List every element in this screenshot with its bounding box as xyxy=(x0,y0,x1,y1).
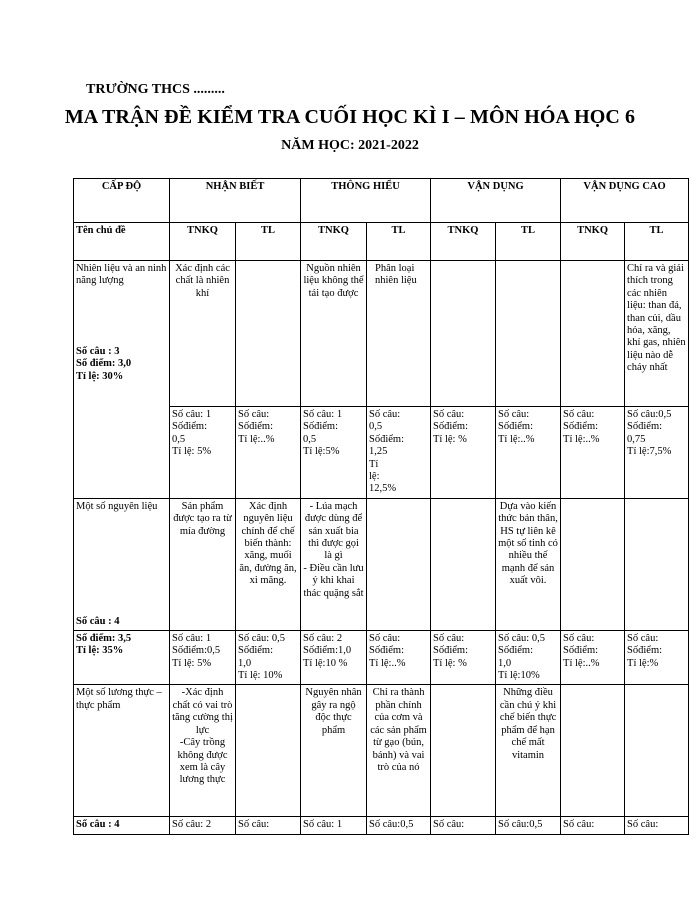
level-van-dung: VẬN DỤNG xyxy=(431,179,561,223)
topic3-content-cell: Chỉ ra thành phần chính của cơm và các sản phẩm từ gạo (bún, bánh) và vai trò của nó xyxy=(367,685,431,817)
topic3-content-cell: Nguyên nhân gây ra ngộ độc thực phẩm xyxy=(301,685,367,817)
topic1-score-cell xyxy=(170,407,236,499)
topic1-content-cell: Nguồn nhiên liệu không thể tái tạo được xyxy=(301,261,367,407)
topic3-score-cell: Số câu: xyxy=(625,817,689,834)
topic3-score-cell: Số câu:0,5 xyxy=(367,817,431,834)
header-row-levels xyxy=(74,179,689,223)
score-line: Số câu: xyxy=(369,409,401,420)
score-line: 1,0 xyxy=(498,657,512,669)
topic1-content-cell: Phân loại nhiên liệu xyxy=(367,261,431,407)
subcol-header: TL xyxy=(236,223,301,261)
score-line: Sốđiểm: xyxy=(563,421,599,433)
score-line: Tỉ lệ:..% xyxy=(369,657,406,669)
topic2-score-cell xyxy=(431,630,496,685)
level-nhan-biet: NHẬN BIẾT xyxy=(170,179,301,223)
topic3-content-cell: Những điều cần chú ý khi chế biến thực phẩm để hạn chế mất vitamin xyxy=(496,685,561,817)
score-line: Tỉ lệ: 5% xyxy=(172,657,212,669)
score-line: Tỉ lệ:..% xyxy=(498,433,535,445)
topic2-score-cell xyxy=(496,630,561,685)
subcol-header: TNKQ xyxy=(561,223,625,261)
score-line: Sốđiểm: xyxy=(563,645,599,657)
score-line: Sốđiểm:0,5 xyxy=(172,645,221,657)
topic1-content-cell xyxy=(561,261,625,407)
score-line: Số câu: xyxy=(433,409,465,420)
topic3-content-cell xyxy=(236,685,301,817)
score-line: Sốđiểm: xyxy=(303,421,339,433)
summary-line: Tỉ lệ: 30% xyxy=(76,370,124,382)
topic2-content-cell xyxy=(367,498,431,630)
score-line: Sốđiểm: xyxy=(627,421,663,433)
document-title: MA TRẬN ĐỀ KIỂM TRA CUỐI HỌC KÌ I – MÔN HÓA HỌC 6 xyxy=(64,106,636,128)
topic1-content-row xyxy=(74,261,689,407)
score-line: 1,25 xyxy=(369,446,388,458)
score-line: Số câu: 1 xyxy=(172,632,212,644)
score-line: Tỉ lệ: 10% xyxy=(238,670,283,682)
topic1-content-cell xyxy=(431,261,496,407)
topic2-summary-top: Số câu : 4 xyxy=(76,616,120,628)
subcol-header: TNKQ xyxy=(431,223,496,261)
topic3-cell xyxy=(74,685,170,817)
score-line: Tỉ xyxy=(369,458,379,470)
topic2-content-cell: Sản phẩm được tạo ra từ mía đường xyxy=(170,498,236,630)
score-line: Số câu: xyxy=(238,409,270,420)
score-line: Số câu: 1 xyxy=(303,409,343,420)
topic1-score-cell xyxy=(367,407,431,499)
topic2-content-cell: Dựa vào kiến thức bản thân, HS tự liên kê một số tinh có nhiều thế mạnh để sản xuất vôi. xyxy=(496,498,561,630)
header-row-subcols xyxy=(74,223,689,261)
topic1-content-cell: Xác định các chất là nhiên khí xyxy=(170,261,236,407)
topic2-content-cell xyxy=(431,498,496,630)
summary-line: Số điểm: 3,0 xyxy=(76,358,132,370)
topic3-name: Một số lương thực – thực phẩm xyxy=(76,687,162,711)
topic2-name: Một số nguyên liệu xyxy=(76,500,158,512)
score-line: Sốđiểm: xyxy=(498,421,534,433)
subcol-header: TL xyxy=(496,223,561,261)
subcol-header: TNKQ xyxy=(170,223,236,261)
level-van-dung-cao: VẬN DỤNG CAO xyxy=(561,179,689,223)
topic3-score-cell: Số câu: xyxy=(561,817,625,834)
topic3-summary: Số câu : 4 xyxy=(74,817,170,834)
topic3-score-cell: Số câu: 1 xyxy=(301,817,367,834)
score-line: Sốđiểm: xyxy=(238,645,274,657)
exam-matrix-table xyxy=(73,178,689,835)
topic2-content-row xyxy=(74,498,689,630)
score-line: 0,5 xyxy=(369,421,383,433)
score-line: Sốđiểm: xyxy=(627,645,663,657)
summary-line: Số câu : 3 xyxy=(76,345,120,357)
topic1-score-cell xyxy=(561,407,625,499)
score-line: Tỉ lệ:..% xyxy=(563,657,600,669)
topic2-score-cell xyxy=(561,630,625,685)
topic1-score-cell xyxy=(625,407,689,499)
score-line: Tỉ lệ:..% xyxy=(238,433,275,445)
topic1-score-cell xyxy=(431,407,496,499)
school-year: NĂM HỌC: 2021-2022 xyxy=(281,138,419,153)
score-line: Tỉ lệ: % xyxy=(433,657,467,669)
topic3-content-row xyxy=(74,685,689,817)
score-line: Số câu: 0,5 xyxy=(498,632,545,644)
topic2-score-row xyxy=(74,630,689,685)
summary-line: Số điểm: 3,5 xyxy=(76,632,132,644)
topic2-content-cell xyxy=(561,498,625,630)
score-line: Tỉ lệ:..% xyxy=(563,433,600,445)
topic2-score-cell xyxy=(236,630,301,685)
topic2-summary xyxy=(74,630,170,685)
score-line: Số câu:0,5 xyxy=(627,409,672,420)
subcol-header: TNKQ xyxy=(301,223,367,261)
score-line: Sốđiểm: xyxy=(498,645,534,657)
score-line: Sốđiểm: xyxy=(172,421,208,433)
topic2-score-cell xyxy=(170,630,236,685)
topic2-cell xyxy=(74,498,170,630)
score-line: Số câu: xyxy=(433,632,465,644)
score-line: Số câu: xyxy=(563,632,595,644)
score-line: Sốđiểm: xyxy=(369,433,405,445)
score-line: Số câu: 0,5 xyxy=(238,632,285,644)
score-line: Tỉ lệ:10% xyxy=(498,670,540,682)
level-thong-hieu: THÔNG HIỂU xyxy=(301,179,431,223)
score-line: 0,5 xyxy=(303,433,317,445)
topic3-score-row xyxy=(74,817,689,834)
score-line: Số câu: 1 xyxy=(172,409,212,420)
topic2-score-cell xyxy=(301,630,367,685)
topic3-score-cell: Số câu: xyxy=(431,817,496,834)
score-line: 0,75 xyxy=(627,433,646,445)
score-line: Số câu: xyxy=(627,632,659,644)
topic1-score-cell xyxy=(236,407,301,499)
ten-chu-de-label: Tên chủ đề xyxy=(74,223,170,261)
summary-line: Tỉ lệ: 35% xyxy=(76,645,124,657)
subcol-header: TL xyxy=(625,223,689,261)
topic3-content-cell: -Xác định chất có vai trò tăng cường thị lực -Cây trồng không được xem là cây lương thực xyxy=(170,685,236,817)
topic2-content-cell xyxy=(625,498,689,630)
topic3-score-cell: Số câu: 2 xyxy=(170,817,236,834)
topic1-cell xyxy=(74,261,170,499)
topic1-score-cell xyxy=(496,407,561,499)
topic2-score-cell xyxy=(367,630,431,685)
score-line: Tỉ lệ:7,5% xyxy=(627,446,672,458)
topic1-summary xyxy=(76,346,167,383)
score-line: Tỉ lệ:10 % xyxy=(303,657,348,669)
score-line: 12,5% xyxy=(369,483,397,495)
topic3-content-cell xyxy=(561,685,625,817)
cap-do-label: CẤP ĐỘ xyxy=(74,179,170,223)
score-line: 0,5 xyxy=(172,433,186,445)
score-line: Sốđiểm: xyxy=(433,421,469,433)
topic1-content-cell xyxy=(236,261,301,407)
topic2-content-cell: Xác định nguyên liệu chính để chế biến thành: xăng, muối ăn, đường ăn, xi măng. xyxy=(236,498,301,630)
score-line: Sốđiểm:1,0 xyxy=(303,645,352,657)
score-line: Tỉ lệ:5% xyxy=(303,446,340,458)
topic3-score-cell: Số câu:0,5 xyxy=(496,817,561,834)
score-line: Sốđiểm: xyxy=(238,421,274,433)
school-name: TRƯỜNG THCS ......... xyxy=(86,82,225,97)
topic2-content-cell: - Lúa mạch được dùng để sản xuất bia thì được gọi là gì - Điều cần lưu ý khi khai thác quặng sắt xyxy=(301,498,367,630)
score-line: Số câu: xyxy=(498,409,530,420)
topic3-score-cell: Số câu: xyxy=(236,817,301,834)
score-line: Tỉ lệ: % xyxy=(433,433,467,445)
topic3-content-cell xyxy=(431,685,496,817)
topic1-content-cell: Chỉ ra và giải thích trong các nhiên liệu: than đá, than củi, dầu hỏa, xăng, khí gas, nhiên liệu nào dễ cháy nhất xyxy=(625,261,689,407)
score-line: Số câu: xyxy=(369,632,401,644)
topic1-score-cell xyxy=(301,407,367,499)
score-line: 1,0 xyxy=(238,657,252,669)
topic1-content-cell xyxy=(496,261,561,407)
score-line: Sốđiểm: xyxy=(433,645,469,657)
score-line: Tỉ lệ:% xyxy=(627,657,659,669)
topic2-score-cell xyxy=(625,630,689,685)
score-line: Số câu: xyxy=(563,409,595,420)
score-line: Sốđiểm: xyxy=(369,645,405,657)
score-line: Tỉ lệ: 5% xyxy=(172,446,212,458)
topic1-name: Nhiên liệu và an ninh năng lượng xyxy=(76,263,167,287)
topic3-content-cell xyxy=(625,685,689,817)
score-line: Số câu: 2 xyxy=(303,632,343,644)
subcol-header: TL xyxy=(367,223,431,261)
score-line: lệ: xyxy=(369,471,380,483)
